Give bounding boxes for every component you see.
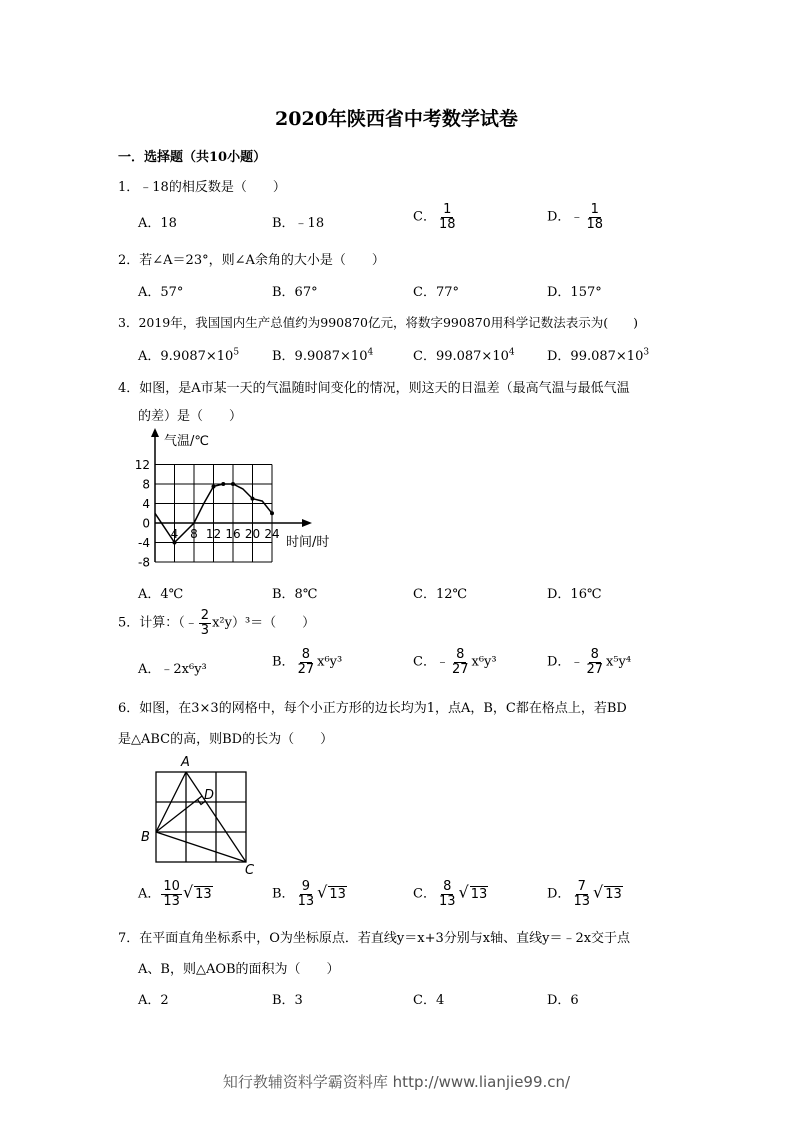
option-label: D． <box>547 886 571 902</box>
option-text: B．9.9087×10 <box>272 349 368 364</box>
q5-option-a: A．﹣2x⁶y³ <box>138 662 207 677</box>
q5-option-d <box>547 648 631 676</box>
y-tick-label: -4 <box>138 536 150 550</box>
point-label-a: A <box>181 755 190 770</box>
option-label: C． <box>413 209 436 225</box>
option-label: C．﹣ <box>413 654 449 670</box>
q4-option-b: B．8℃ <box>272 587 318 602</box>
fraction <box>161 880 182 908</box>
q1-option-c <box>413 203 459 231</box>
data-point <box>251 497 255 501</box>
option-tail: x⁶y³ <box>317 654 343 670</box>
x-tick-label: 8 <box>190 527 198 541</box>
radicand: 13 <box>329 886 346 902</box>
sqrt-icon: √ <box>317 882 328 902</box>
q1-option-d <box>547 203 606 231</box>
temperature-chart <box>130 425 360 575</box>
fraction <box>296 648 317 676</box>
denominator: 27 <box>586 661 603 677</box>
q1-option-b: B．﹣18 <box>272 216 325 231</box>
q2-stem: 2．若∠A＝23°，则∠A余角的大小是（ ） <box>118 253 385 268</box>
y-tick-label: 0 <box>142 516 150 531</box>
option-tail: x⁶y³ <box>471 654 497 670</box>
denominator: 13 <box>297 893 315 909</box>
chart-x-axis-label: 时间/时 <box>286 535 330 550</box>
q7-option-b: B．3 <box>272 993 303 1008</box>
q5-option-b <box>272 648 342 676</box>
option-label: A． <box>138 886 161 902</box>
data-point <box>173 541 177 545</box>
radicand: 13 <box>195 886 212 902</box>
fraction <box>199 609 211 637</box>
y-tick-label: 12 <box>134 458 150 472</box>
option-tail: x⁵y⁴ <box>605 654 632 670</box>
stem-suffix: x²y）³＝（ ） <box>212 615 316 631</box>
q2-option-d: D．157° <box>547 285 602 300</box>
denominator: 13 <box>438 893 456 909</box>
option-label: B． <box>272 886 295 902</box>
denominator: 27 <box>297 661 315 677</box>
q5-stem <box>118 609 315 637</box>
x-axis-arrow <box>302 519 312 527</box>
grid-lines <box>156 772 246 862</box>
denominator: 13 <box>163 893 180 909</box>
numerator: 10 <box>163 879 180 894</box>
numerator: 8 <box>301 647 310 662</box>
q6-stem-line2: 是△ABC的高，则BD的长为（ ） <box>118 732 334 747</box>
q4-option-c: C．12℃ <box>413 587 468 602</box>
fraction <box>437 203 458 231</box>
fraction <box>296 880 317 908</box>
q6-option-c <box>413 880 488 908</box>
q6-stem-line1: 6．如图，在3×3的网格中，每个小正方形的边长均为1，点A，B，C都在格点上，若BD <box>118 701 627 716</box>
x-tick-label: 4 <box>170 527 179 541</box>
sqrt-icon: √ <box>458 882 469 902</box>
y-axis-arrow <box>151 428 159 437</box>
q6-option-d <box>547 880 623 908</box>
fraction <box>584 648 605 676</box>
option-label: D．﹣ <box>547 654 584 670</box>
q7-stem-line2: A、B，则△AOB的面积为（ ） <box>138 962 340 977</box>
q3-option-d <box>547 345 649 364</box>
q1-stem: 1．﹣18的相反数是（ ） <box>118 180 286 195</box>
section-heading: 一．选择题（共10小题） <box>118 150 267 165</box>
denominator: 27 <box>451 661 469 677</box>
chart-ticks <box>135 458 280 570</box>
option-label: C． <box>413 886 436 902</box>
q4-stem-line2: 的差）是（ ） <box>138 409 243 424</box>
denominator: 18 <box>438 216 456 232</box>
q7-option-a: A．2 <box>138 993 169 1008</box>
q4-option-d: D．16℃ <box>547 587 602 602</box>
x-tick-label: 16 <box>225 527 241 541</box>
q7-stem-line1: 7．在平面直角坐标系中，O为坐标原点．若直线y＝x+3分别与x轴、直线y＝﹣2x交于点 <box>118 931 631 946</box>
radicand: 13 <box>605 886 622 902</box>
q3-stem: 3．2019年，我国国内生产总值约为990870亿元，将数字990870用科学记数法表示为( ) <box>118 315 638 330</box>
point-label-b: B <box>141 830 150 845</box>
point-label-c: C <box>245 863 255 877</box>
numerator: 1 <box>443 202 452 217</box>
stem-prefix: 5．计算：（﹣ <box>118 615 198 631</box>
option-text: C．99.087×10 <box>413 349 509 364</box>
q4-stem-line1: 4．如图，是A市某一天的气温随时间变化的情况，则这天的日温差（最高气温与最低气温 <box>118 381 630 396</box>
x-tick-label: 12 <box>205 527 222 541</box>
numerator: 8 <box>443 879 452 894</box>
denominator: 18 <box>586 216 603 232</box>
data-point <box>231 482 235 486</box>
exponent: 5 <box>233 347 240 358</box>
y-tick-label: -8 <box>138 555 150 570</box>
numerator: 1 <box>590 202 599 217</box>
q4-option-a: A．4℃ <box>138 587 184 602</box>
y-tick-label: 4 <box>142 497 150 511</box>
grid-triangle-figure <box>136 752 266 877</box>
denominator: 13 <box>573 893 590 909</box>
q3-option-c <box>413 345 515 364</box>
segment-bc <box>156 832 246 862</box>
x-tick-label: 24 <box>264 527 280 541</box>
option-label: B． <box>272 654 295 670</box>
q2-option-c: C．77° <box>413 285 459 300</box>
numerator: 7 <box>577 879 586 894</box>
data-point <box>270 511 274 515</box>
q5-option-c <box>413 648 497 676</box>
option-text: A．9.9087×10 <box>138 349 234 364</box>
page-title: 2020年陕西省中考数学试卷 <box>275 108 518 130</box>
chart-grid <box>155 465 272 563</box>
numerator: 2 <box>200 608 210 623</box>
q6-option-a <box>138 880 213 908</box>
chart-y-axis-label: 气温/℃ <box>164 434 209 449</box>
x-tick-label: 20 <box>244 527 261 541</box>
option-text: D．99.087×10 <box>547 349 644 364</box>
fraction <box>584 203 605 231</box>
sqrt-icon: √ <box>592 882 604 902</box>
q3-option-a <box>138 345 239 364</box>
q7-option-d: D．6 <box>547 993 579 1008</box>
numerator: 9 <box>301 879 310 894</box>
numerator: 8 <box>456 647 465 662</box>
radicand: 13 <box>470 886 488 902</box>
fraction <box>450 648 471 676</box>
q2-option-a: A．57° <box>138 285 184 300</box>
exponent: 4 <box>508 347 515 358</box>
q3-option-b <box>272 345 373 364</box>
q6-option-b <box>272 880 347 908</box>
exponent: 3 <box>643 347 650 358</box>
y-tick-label: 8 <box>142 477 150 492</box>
denominator: 3 <box>200 622 210 638</box>
data-point <box>221 482 225 486</box>
triangle-abc <box>156 772 246 862</box>
option-label: D．﹣ <box>547 209 584 225</box>
point-label-d: D <box>204 788 215 803</box>
q2-option-b: B．67° <box>272 285 318 300</box>
fraction <box>571 880 592 908</box>
data-point <box>212 484 216 488</box>
fraction <box>437 880 458 908</box>
sqrt-icon: √ <box>182 882 194 902</box>
grid-border <box>156 772 246 862</box>
q1-option-a: A．18 <box>138 216 177 231</box>
footer-watermark: 知行教辅资料学霸资料库 http://www.lianjie99.cn/ <box>222 1073 571 1091</box>
q7-option-c: C．4 <box>413 993 445 1008</box>
exponent: 4 <box>367 347 374 358</box>
numerator: 8 <box>590 647 599 662</box>
